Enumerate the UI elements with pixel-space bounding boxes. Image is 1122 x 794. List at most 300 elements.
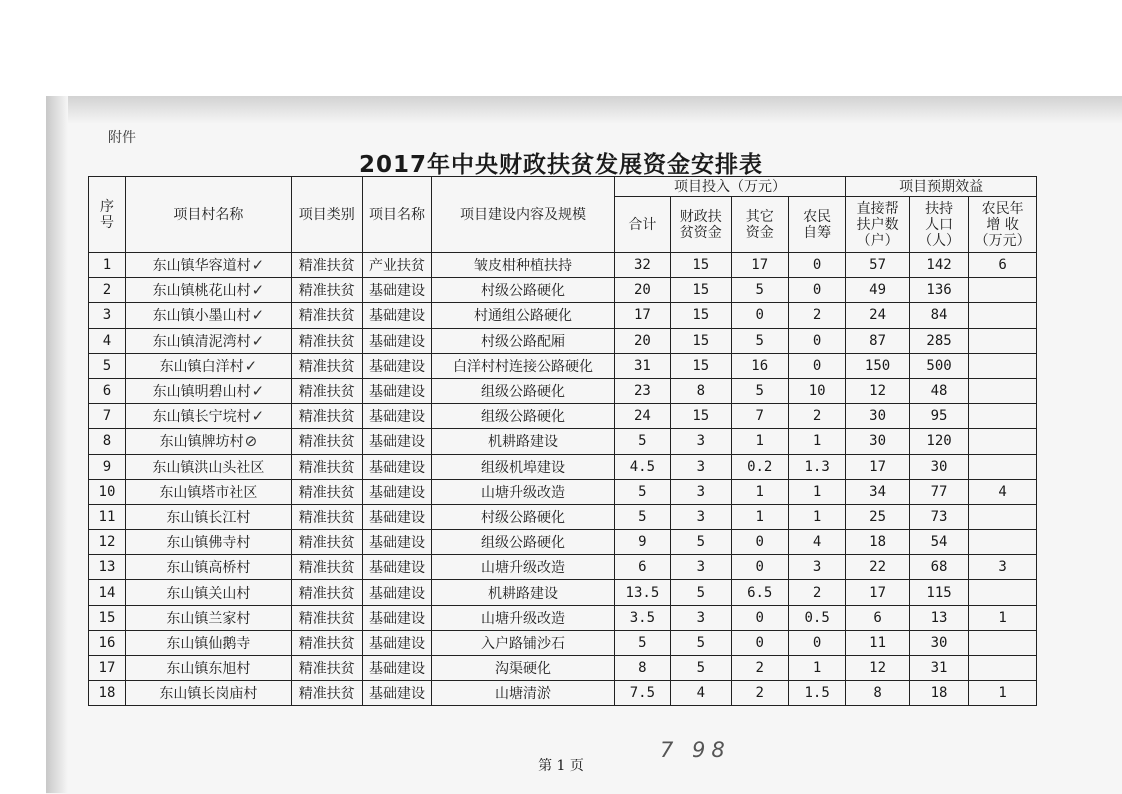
cell-households bbox=[846, 253, 910, 278]
cell-content-text: 组级机埠建设 bbox=[481, 459, 565, 476]
cell-content-text: 组级公路硬化 bbox=[481, 409, 565, 426]
header-village: 项目村名称 bbox=[125, 177, 291, 253]
cell-other-text: 2 bbox=[755, 660, 764, 677]
cell-seq bbox=[89, 530, 126, 555]
cell-seq bbox=[89, 328, 126, 353]
cell-income bbox=[969, 328, 1037, 353]
cell-households bbox=[846, 328, 910, 353]
cell-farmer bbox=[788, 454, 845, 479]
cell-other-text: 0 bbox=[755, 634, 764, 651]
header-income-line2: 增 收 bbox=[986, 216, 1019, 233]
cell-category bbox=[291, 278, 362, 303]
cell-seq bbox=[89, 353, 126, 378]
cell-farmer bbox=[788, 378, 845, 403]
cell-other-text: 0 bbox=[755, 559, 764, 576]
cell-households bbox=[846, 454, 910, 479]
cell-total bbox=[614, 429, 670, 454]
cell-project-text: 基础建设 bbox=[368, 333, 425, 350]
cell-content bbox=[432, 454, 614, 479]
cell-village bbox=[125, 353, 291, 378]
cell-category bbox=[291, 378, 362, 403]
cell-income bbox=[969, 630, 1037, 655]
cell-other bbox=[731, 530, 788, 555]
cell-seq-text: 14 bbox=[98, 584, 116, 601]
cell-income-text: 3 bbox=[998, 559, 1007, 576]
cell-total bbox=[614, 605, 670, 630]
cell-content-text: 山塘升级改造 bbox=[481, 610, 565, 627]
cell-seq bbox=[89, 555, 126, 580]
cell-other bbox=[731, 404, 788, 429]
cell-village-text: 东山镇长江村 bbox=[166, 509, 251, 526]
cell-village bbox=[125, 479, 291, 504]
table-row bbox=[89, 479, 1037, 504]
cell-people-text: 500 bbox=[926, 357, 952, 374]
handwritten-check-mark: ✓ bbox=[251, 331, 265, 350]
cell-content bbox=[432, 303, 614, 328]
cell-income bbox=[969, 580, 1037, 605]
cell-total bbox=[614, 378, 670, 403]
cell-village bbox=[125, 429, 291, 454]
cell-fiscal bbox=[671, 504, 731, 529]
cell-project-text: 基础建设 bbox=[368, 283, 425, 300]
cell-people-text: 54 bbox=[930, 534, 948, 551]
cell-project bbox=[362, 429, 432, 454]
cell-farmer-text: 1.5 bbox=[804, 685, 830, 702]
cell-fiscal-text: 3 bbox=[696, 433, 706, 450]
cell-village-text: 东山镇牌坊村 bbox=[159, 434, 244, 451]
cell-income bbox=[969, 555, 1037, 580]
cell-other-text: 0 bbox=[755, 534, 764, 551]
cell-total bbox=[614, 681, 670, 706]
cell-content-text: 机耕路建设 bbox=[488, 434, 558, 451]
cell-project-text: 基础建设 bbox=[368, 610, 425, 627]
cell-farmer bbox=[788, 530, 845, 555]
cell-village-text: 东山镇明碧山村 bbox=[152, 384, 251, 401]
cell-fiscal-text: 8 bbox=[696, 383, 706, 400]
cell-households bbox=[846, 479, 910, 504]
cell-households-text: 57 bbox=[869, 257, 886, 274]
header-farmer-line1: 农民 bbox=[803, 208, 832, 225]
cell-fiscal bbox=[671, 378, 731, 403]
cell-people-text: 31 bbox=[930, 660, 948, 677]
cell-content bbox=[432, 353, 614, 378]
cell-project-text: 基础建设 bbox=[368, 585, 425, 602]
cell-total bbox=[614, 454, 670, 479]
header-income-line3: （万元） bbox=[974, 232, 1031, 249]
cell-people-text: 142 bbox=[926, 257, 952, 274]
cell-farmer bbox=[788, 353, 845, 378]
cell-content bbox=[432, 378, 614, 403]
cell-farmer bbox=[788, 681, 845, 706]
cell-households-text: 30 bbox=[869, 408, 886, 425]
funding-table bbox=[88, 176, 1037, 706]
cell-households-text: 12 bbox=[869, 383, 886, 400]
cell-content bbox=[432, 530, 614, 555]
cell-project-text: 基础建设 bbox=[368, 560, 425, 577]
cell-other bbox=[731, 580, 788, 605]
cell-village-text: 东山镇东旭村 bbox=[166, 661, 251, 678]
cell-category bbox=[291, 253, 362, 278]
cell-other bbox=[731, 630, 788, 655]
cell-category bbox=[291, 555, 362, 580]
cell-farmer-text: 0 bbox=[812, 634, 822, 651]
cell-project-text: 基础建设 bbox=[368, 358, 425, 375]
cell-fiscal bbox=[671, 630, 731, 655]
cell-fiscal bbox=[671, 278, 731, 303]
cell-households bbox=[846, 555, 910, 580]
cell-category-text: 精准扶贫 bbox=[298, 610, 355, 627]
cell-farmer-text: 0.5 bbox=[804, 609, 830, 626]
cell-seq-text: 15 bbox=[98, 609, 116, 626]
table-row bbox=[89, 328, 1037, 353]
cell-people bbox=[909, 378, 968, 403]
cell-project bbox=[362, 580, 432, 605]
cell-village bbox=[125, 404, 291, 429]
cell-people-text: 77 bbox=[930, 483, 948, 500]
cell-people-text: 84 bbox=[930, 307, 948, 324]
cell-category-text: 精准扶贫 bbox=[298, 358, 355, 375]
cell-households bbox=[846, 429, 910, 454]
cell-households-text: 34 bbox=[869, 483, 886, 500]
table-row bbox=[89, 555, 1037, 580]
cell-project bbox=[362, 479, 432, 504]
cell-content bbox=[432, 253, 614, 278]
cell-other-text: 16 bbox=[751, 357, 769, 374]
cell-income bbox=[969, 404, 1037, 429]
handwritten-check-mark: ✓ bbox=[251, 407, 265, 426]
cell-people bbox=[909, 429, 968, 454]
cell-category-text: 精准扶贫 bbox=[298, 484, 355, 501]
cell-project-text: 基础建设 bbox=[368, 409, 425, 426]
cell-total-text: 9 bbox=[638, 534, 647, 551]
cell-farmer bbox=[788, 656, 845, 681]
table-row bbox=[89, 681, 1037, 706]
cell-project bbox=[362, 630, 432, 655]
cell-village bbox=[125, 630, 291, 655]
cell-total bbox=[614, 278, 670, 303]
cell-income bbox=[969, 253, 1037, 278]
cell-other-text: 1 bbox=[755, 433, 764, 450]
cell-category-text: 精准扶贫 bbox=[298, 434, 355, 451]
cell-content-text: 入户路铺沙石 bbox=[481, 635, 565, 652]
cell-category-text: 精准扶贫 bbox=[298, 635, 355, 652]
cell-category-text: 精准扶贫 bbox=[298, 661, 355, 678]
cell-other-text: 17 bbox=[751, 257, 769, 274]
cell-village-text: 东山镇清泥湾村 bbox=[152, 333, 251, 350]
cell-village-text: 东山镇白洋村 bbox=[159, 358, 244, 375]
cell-seq bbox=[89, 278, 126, 303]
cell-content bbox=[432, 504, 614, 529]
cell-other bbox=[731, 656, 788, 681]
cell-total bbox=[614, 303, 670, 328]
cell-total-text: 20 bbox=[633, 282, 651, 299]
cell-seq bbox=[89, 681, 126, 706]
cell-farmer-text: 3 bbox=[812, 559, 822, 576]
cell-farmer bbox=[788, 605, 845, 630]
cell-village bbox=[125, 580, 291, 605]
cell-people bbox=[909, 681, 968, 706]
header-category: 项目类别 bbox=[291, 177, 362, 253]
cell-seq-text: 2 bbox=[102, 282, 112, 299]
cell-fiscal bbox=[671, 253, 731, 278]
cell-households-text: 12 bbox=[869, 660, 886, 677]
cell-content bbox=[432, 479, 614, 504]
cell-farmer bbox=[788, 580, 845, 605]
cell-households-text: 150 bbox=[864, 357, 891, 374]
cell-content bbox=[432, 278, 614, 303]
cell-other bbox=[731, 429, 788, 454]
cell-content bbox=[432, 580, 614, 605]
table-row bbox=[89, 630, 1037, 655]
cell-seq-text: 17 bbox=[98, 660, 116, 677]
cell-fiscal-text: 3 bbox=[696, 609, 706, 626]
cell-fiscal bbox=[671, 479, 731, 504]
cell-category-text: 精准扶贫 bbox=[298, 585, 355, 602]
cell-content-text: 村级公路硬化 bbox=[481, 283, 565, 300]
cell-people bbox=[909, 328, 968, 353]
cell-village bbox=[125, 328, 291, 353]
cell-fiscal-text: 15 bbox=[692, 357, 710, 374]
cell-category bbox=[291, 530, 362, 555]
cell-income bbox=[969, 504, 1037, 529]
cell-village-text: 东山镇长宁垸村 bbox=[152, 409, 251, 426]
table-row bbox=[89, 278, 1037, 303]
cell-other bbox=[731, 605, 788, 630]
cell-people bbox=[909, 555, 968, 580]
cell-people bbox=[909, 454, 968, 479]
cell-farmer-text: 0 bbox=[812, 282, 822, 299]
cell-category bbox=[291, 630, 362, 655]
cell-households bbox=[846, 656, 910, 681]
cell-households-text: 17 bbox=[869, 584, 886, 601]
cell-village bbox=[125, 303, 291, 328]
cell-income bbox=[969, 429, 1037, 454]
header-other-line2: 资金 bbox=[745, 224, 774, 241]
cell-other-text: 0 bbox=[755, 307, 764, 324]
header-people bbox=[909, 197, 968, 253]
header-households-line3: （户） bbox=[856, 232, 899, 249]
cell-households bbox=[846, 605, 910, 630]
cell-people bbox=[909, 504, 968, 529]
cell-village-text: 东山镇兰家村 bbox=[166, 610, 251, 627]
cell-farmer bbox=[788, 303, 845, 328]
cell-category bbox=[291, 681, 362, 706]
cell-fiscal bbox=[671, 681, 731, 706]
header-seq bbox=[89, 177, 126, 253]
cell-seq bbox=[89, 504, 126, 529]
cell-households bbox=[846, 530, 910, 555]
cell-households-text: 6 bbox=[873, 609, 882, 626]
cell-farmer bbox=[788, 253, 845, 278]
cell-farmer-text: 1 bbox=[812, 483, 822, 500]
cell-farmer-text: 4 bbox=[812, 534, 822, 551]
cell-other bbox=[731, 278, 788, 303]
table-row bbox=[89, 378, 1037, 403]
header-other bbox=[731, 197, 788, 253]
cell-other bbox=[731, 253, 788, 278]
cell-category-text: 精准扶贫 bbox=[298, 384, 355, 401]
cell-category-text: 精准扶贫 bbox=[298, 509, 355, 526]
cell-fiscal bbox=[671, 328, 731, 353]
scan-shadow-left bbox=[46, 96, 68, 793]
cell-village bbox=[125, 504, 291, 529]
cell-content bbox=[432, 681, 614, 706]
cell-project-text: 基础建设 bbox=[368, 459, 425, 476]
cell-total-text: 31 bbox=[633, 357, 651, 374]
cell-content-text: 山塘升级改造 bbox=[481, 560, 565, 577]
cell-village bbox=[125, 253, 291, 278]
cell-project bbox=[362, 253, 432, 278]
cell-village bbox=[125, 605, 291, 630]
cell-total-text: 5 bbox=[638, 433, 647, 450]
cell-farmer-text: 1 bbox=[812, 508, 822, 525]
cell-total bbox=[614, 555, 670, 580]
cell-fiscal-text: 5 bbox=[696, 660, 706, 677]
cell-seq-text: 1 bbox=[102, 257, 112, 274]
cell-seq bbox=[89, 378, 126, 403]
cell-income-text: 1 bbox=[998, 609, 1007, 626]
handwritten-check-mark: ✓ bbox=[251, 382, 265, 401]
header-people-line1: 扶持 bbox=[925, 200, 954, 217]
cell-village-text: 东山镇关山村 bbox=[166, 585, 251, 602]
cell-people-text: 30 bbox=[930, 458, 948, 475]
cell-seq-text: 18 bbox=[98, 685, 116, 702]
cell-project-text: 基础建设 bbox=[368, 509, 425, 526]
cell-total bbox=[614, 253, 670, 278]
cell-farmer bbox=[788, 328, 845, 353]
cell-households bbox=[846, 580, 910, 605]
cell-households-text: 87 bbox=[869, 332, 886, 349]
cell-other-text: 5 bbox=[755, 383, 764, 400]
cell-category bbox=[291, 479, 362, 504]
cell-project-text: 产业扶贫 bbox=[368, 258, 425, 275]
cell-people bbox=[909, 530, 968, 555]
cell-farmer bbox=[788, 404, 845, 429]
cell-project bbox=[362, 656, 432, 681]
cell-seq bbox=[89, 630, 126, 655]
cell-fiscal bbox=[671, 656, 731, 681]
cell-farmer bbox=[788, 429, 845, 454]
cell-total-text: 5 bbox=[638, 508, 647, 525]
cell-other bbox=[731, 378, 788, 403]
cell-content-text: 组级公路硬化 bbox=[481, 384, 565, 401]
cell-project bbox=[362, 555, 432, 580]
cell-seq-text: 5 bbox=[102, 357, 112, 374]
scan-shadow-top bbox=[46, 96, 1122, 124]
cell-farmer-text: 2 bbox=[812, 307, 822, 324]
cell-fiscal-text: 3 bbox=[696, 508, 706, 525]
cell-people bbox=[909, 656, 968, 681]
cell-content-text: 山塘清淤 bbox=[495, 686, 551, 703]
header-seq-line2: 号 bbox=[99, 214, 114, 231]
cell-households-text: 24 bbox=[869, 307, 886, 324]
cell-content-text: 白洋村村连接公路硬化 bbox=[453, 358, 593, 375]
cell-income-text: 6 bbox=[998, 257, 1007, 274]
cell-fiscal-text: 15 bbox=[692, 332, 710, 349]
cell-households-text: 25 bbox=[869, 508, 886, 525]
cell-households bbox=[846, 630, 910, 655]
cell-content bbox=[432, 656, 614, 681]
handwritten-check-mark: ⊘ bbox=[244, 432, 258, 451]
cell-village bbox=[125, 555, 291, 580]
cell-other-text: 1 bbox=[755, 508, 764, 525]
cell-village bbox=[125, 656, 291, 681]
table-row bbox=[89, 253, 1037, 278]
cell-fiscal-text: 15 bbox=[692, 282, 710, 299]
cell-people-text: 73 bbox=[930, 508, 948, 525]
attachment-label: 附件 bbox=[108, 130, 136, 146]
cell-households bbox=[846, 278, 910, 303]
cell-project bbox=[362, 504, 432, 529]
cell-income bbox=[969, 656, 1037, 681]
cell-project bbox=[362, 681, 432, 706]
cell-seq-text: 16 bbox=[98, 634, 116, 651]
table-row bbox=[89, 504, 1037, 529]
cell-households bbox=[846, 353, 910, 378]
cell-fiscal-text: 5 bbox=[696, 634, 706, 651]
cell-income bbox=[969, 530, 1037, 555]
cell-farmer bbox=[788, 555, 845, 580]
cell-other bbox=[731, 681, 788, 706]
cell-project bbox=[362, 404, 432, 429]
cell-households bbox=[846, 681, 910, 706]
document-title: 2017年中央财政扶贫发展资金安排表 bbox=[358, 152, 763, 178]
handwritten-check-mark: ✓ bbox=[251, 281, 265, 300]
cell-content bbox=[432, 605, 614, 630]
cell-seq-text: 11 bbox=[98, 508, 116, 525]
header-households-line1: 直接帮 bbox=[856, 200, 899, 217]
cell-fiscal-text: 3 bbox=[696, 559, 706, 576]
cell-income bbox=[969, 479, 1037, 504]
cell-fiscal-text: 15 bbox=[692, 257, 710, 274]
cell-village-text: 东山镇长岗庙村 bbox=[159, 686, 258, 703]
cell-other bbox=[731, 504, 788, 529]
cell-village bbox=[125, 378, 291, 403]
cell-project-text: 基础建设 bbox=[368, 686, 425, 703]
cell-farmer-text: 1.3 bbox=[804, 458, 830, 475]
cell-seq-text: 3 bbox=[102, 307, 112, 324]
cell-people-text: 18 bbox=[930, 685, 948, 702]
cell-project-text: 基础建设 bbox=[368, 484, 425, 501]
cell-farmer-text: 2 bbox=[812, 584, 822, 601]
header-people-line2: 人口 bbox=[925, 216, 954, 233]
cell-content-text: 机耕路建设 bbox=[488, 585, 558, 602]
cell-category-text: 精准扶贫 bbox=[298, 409, 355, 426]
cell-content-text: 皱皮柑种植扶持 bbox=[474, 258, 572, 275]
cell-income bbox=[969, 278, 1037, 303]
cell-category bbox=[291, 605, 362, 630]
cell-total-text: 3.5 bbox=[629, 609, 656, 626]
table-body bbox=[89, 253, 1037, 706]
cell-farmer-text: 1 bbox=[812, 660, 822, 677]
cell-farmer-text: 0 bbox=[812, 257, 822, 274]
cell-farmer bbox=[788, 630, 845, 655]
cell-seq-text: 6 bbox=[102, 383, 112, 400]
handwritten-check-mark: ✓ bbox=[251, 306, 265, 325]
cell-category bbox=[291, 404, 362, 429]
cell-households bbox=[846, 378, 910, 403]
cell-total-text: 13.5 bbox=[625, 584, 660, 601]
cell-category-text: 精准扶贫 bbox=[298, 686, 355, 703]
table-header bbox=[89, 177, 1037, 253]
cell-fiscal-text: 15 bbox=[692, 307, 710, 324]
cell-total-text: 24 bbox=[633, 408, 651, 425]
table-row bbox=[89, 454, 1037, 479]
header-people-line3: （人） bbox=[918, 232, 961, 249]
cell-fiscal bbox=[671, 303, 731, 328]
cell-fiscal bbox=[671, 454, 731, 479]
cell-seq bbox=[89, 303, 126, 328]
